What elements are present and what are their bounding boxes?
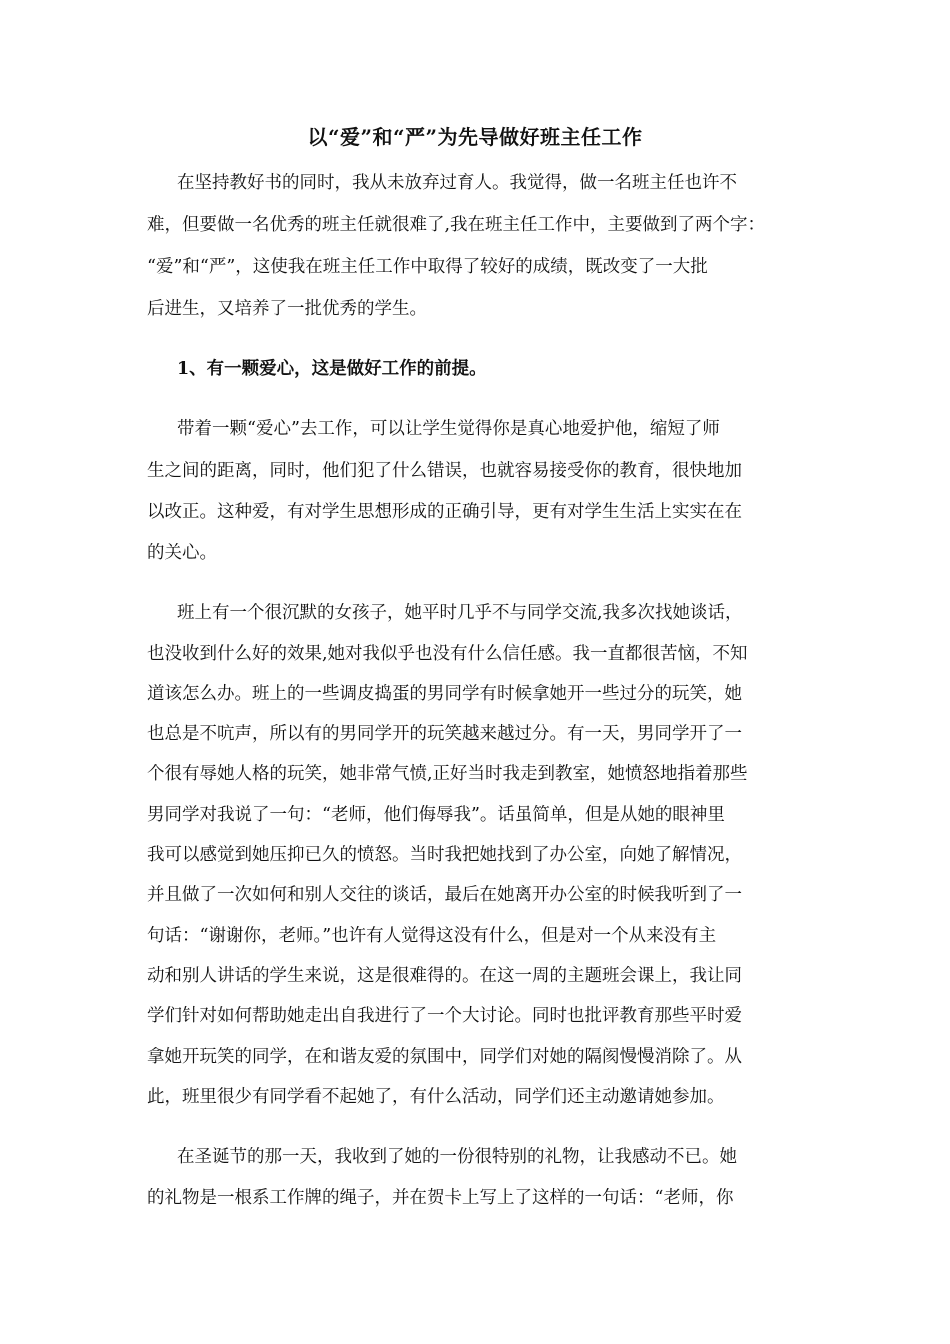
paragraph-line: 班上有一个很沉默的女孩子，她平时几乎不与同学交流,我多次找她谈话， (177, 603, 743, 623)
paragraph-line: 此，班里很少有同学看不起她了，有什么活动，同学们还主动邀请她参加。 (147, 1087, 725, 1107)
paragraph-line: 在圣诞节的那一天，我收到了她的一份很特别的礼物，让我感动不已。她 (177, 1147, 737, 1167)
paragraph-line: 的关心。 (147, 543, 217, 563)
paragraph-line: 并且做了一次如何和别人交往的谈话，最后在她离开办公室的时候我听到了一 (147, 885, 742, 905)
paragraph-line: 拿她开玩笑的同学，在和谐友爱的氛围中，同学们对她的隔阂慢慢消除了。从 (147, 1047, 742, 1067)
paragraph-line: 学们针对如何帮助她走出自我进行了一个大讨论。同时也批评教育那些平时爱 (147, 1006, 742, 1026)
section-heading: 1、有一颗爱心，这是做好工作的前提。 (177, 359, 487, 379)
intro-line: 难，但要做一名优秀的班主任就很难了,我在班主任工作中，主要做到了两个字： (147, 215, 766, 235)
paragraph-line: 的礼物是一根系工作牌的绳子，并在贺卡上写上了这样的一句话：“老师，你 (147, 1188, 734, 1208)
paragraph-line: 个很有辱她人格的玩笑，她非常气愤,正好当时我走到教室，她愤怒地指着那些 (147, 764, 748, 784)
paragraph-line: 句话：“谢谢你，老师。”也许有人觉得这没有什么，但是对一个从来没有主 (147, 926, 717, 946)
intro-line: 在坚持教好书的同时，我从未放弃过育人。我觉得，做一名班主任也许不 (177, 173, 737, 193)
paragraph-line: 也没收到什么好的效果,她对我似乎也没有什么信任感。我一直都很苦恼，不知 (147, 644, 748, 664)
paragraph-line: 带着一颗“爱心”去工作，可以让学生觉得你是真心地爱护他，缩短了师 (177, 419, 720, 439)
paragraph-line: 也总是不吭声，所以有的男同学开的玩笑越来越过分。有一天，男同学开了一 (147, 724, 742, 744)
paragraph-line: 生之间的距离，同时，他们犯了什么错误，也就容易接受你的教育，很快地加 (147, 461, 742, 481)
paragraph-line: 道该怎么办。班上的一些调皮捣蛋的男同学有时候拿她开一些过分的玩笑，她 (147, 684, 742, 704)
paragraph-line: 以改正。这种爱，有对学生思想形成的正确引导，更有对学生生活上实实在在 (147, 502, 742, 522)
paragraph-line: 男同学对我说了一句：“老师，他们侮辱我”。话虽简单，但是从她的眼神里 (147, 805, 725, 825)
document-title: 以“爱”和“严”为先导做好班主任工作 (307, 125, 643, 149)
paragraph-line: 我可以感觉到她压抑已久的愤怒。当时我把她找到了办公室，向她了解情况， (147, 845, 742, 865)
paragraph-line: 动和别人讲话的学生来说，这是很难得的。在这一周的主题班会课上，我让同 (147, 966, 742, 986)
intro-line: 后进生，又培养了一批优秀的学生。 (147, 299, 427, 319)
intro-line: “爱”和“严”，这使我在班主任工作中取得了较好的成绩，既改变了一大批 (147, 257, 708, 277)
